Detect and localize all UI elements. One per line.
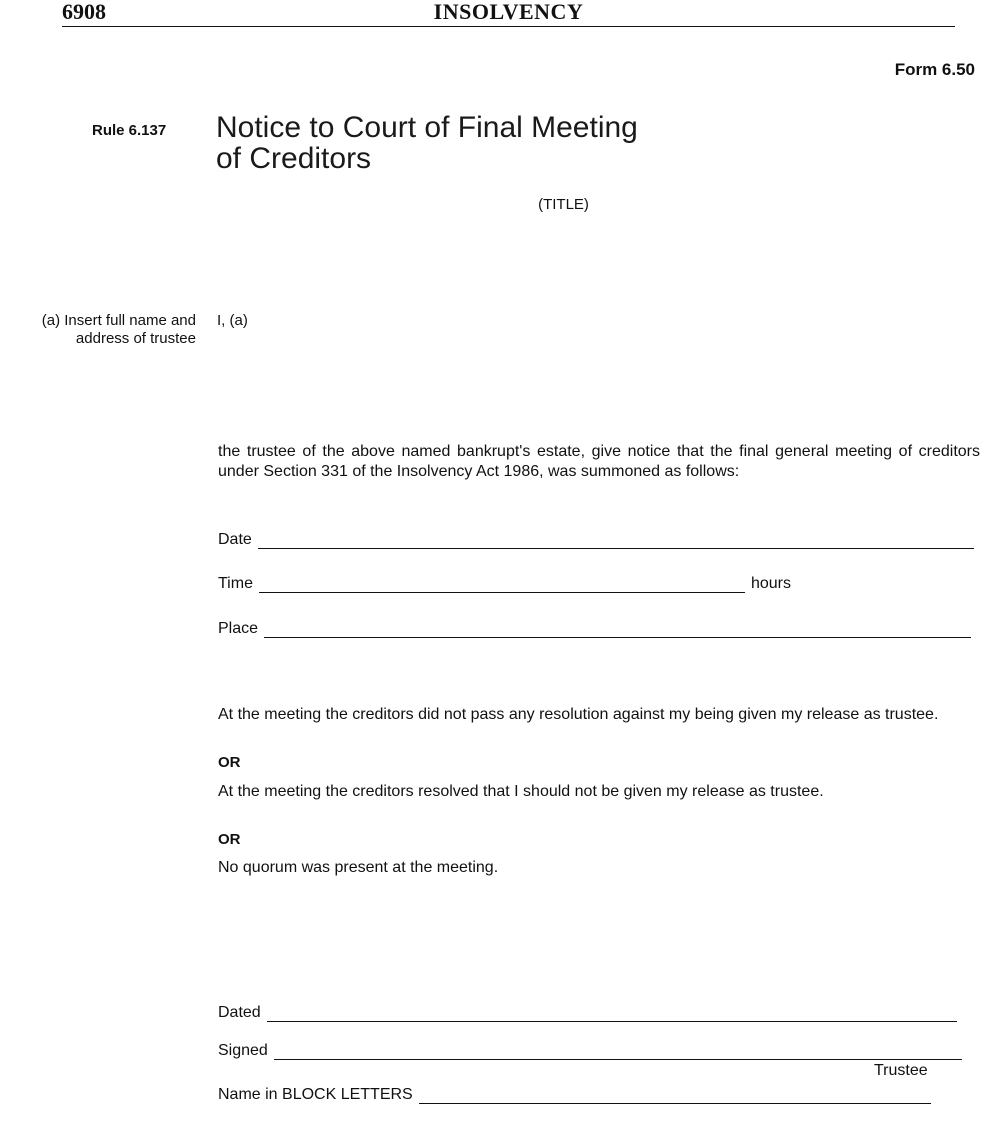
name-label: Name in BLOCK LETTERS [218,1086,413,1103]
time-line [259,578,745,593]
or-separator-2: OR [218,831,241,848]
dated-label: Dated [218,1004,261,1021]
place-line [264,623,971,638]
name-row [218,1084,931,1104]
margin-note-line-1: (a) Insert full name and [41,312,196,329]
date-field [218,529,974,549]
date-label: Date [218,531,252,548]
rule-number: Rule 6.137 [92,122,167,139]
form-title [216,112,776,174]
dated-row [218,1002,957,1022]
page-number: 6908 [62,0,106,24]
place-field [218,618,971,638]
outcome-option-3: No quorum was present at the meeting. [218,859,499,876]
running-header [62,0,955,27]
signed-row [218,1040,962,1060]
name-line [419,1089,931,1104]
time-field [218,573,791,593]
margin-note [0,312,196,348]
form-title-line-2: of Creditors [216,142,372,175]
outcome-option-2: At the meeting the creditors resolved that I should not be given my release as trustee. [218,783,824,800]
time-label: Time [218,575,253,592]
signed-line [274,1045,962,1060]
form-number: Form 6.50 [894,60,975,79]
form-title-line-1: Notice to Court of Final Meeting [216,111,638,144]
section-title: INSOLVENCY [433,0,584,24]
or-separator-1: OR [218,754,241,771]
declarant-field: I, (a) [217,312,248,329]
signed-label: Signed [218,1042,268,1059]
margin-note-line-2: address of trustee [75,330,196,347]
place-label: Place [218,620,259,637]
outcome-option-1: At the meeting the creditors did not pass any resolution against my being given my release as trustee. [218,706,939,723]
intro-text: the trustee of the above named bankrupt's estate, give notice that the final general meeting of creditors under Section 331 of the Insolvency Act 1986, was summoned as follows: [218,443,980,480]
trustee-caption: Trustee [874,1062,928,1079]
dated-line [267,1007,957,1022]
time-suffix: hours [750,575,791,592]
title-placeholder: (TITLE) [538,196,589,213]
date-line [258,534,974,549]
